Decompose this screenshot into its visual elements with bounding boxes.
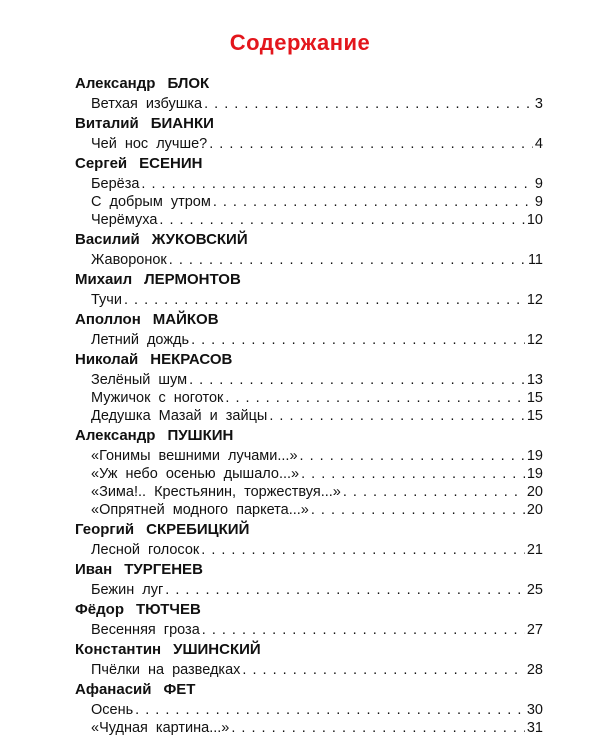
toc-entry <box>75 211 543 229</box>
entry-title: Лесной голосок <box>91 542 200 558</box>
entry-title: «Гонимы вешними лучами...» <box>91 448 298 464</box>
page-number: 12 <box>526 292 543 308</box>
dot-leader <box>204 95 533 113</box>
author-heading <box>75 229 543 251</box>
page-number: 10 <box>526 212 543 228</box>
entry-title: Чей нос лучше? <box>91 136 208 152</box>
author-first-name: Александр <box>75 75 156 92</box>
dot-leader <box>201 541 525 559</box>
author-last-name: БИАНКИ <box>150 115 214 132</box>
author-last-name: БЛОК <box>167 75 210 92</box>
author-heading <box>75 309 543 331</box>
author-heading <box>75 599 543 621</box>
author-heading <box>75 73 543 95</box>
dot-leader <box>191 331 525 349</box>
author-first-name: Афанасий <box>75 681 152 698</box>
author-last-name: ЛЕРМОНТОВ <box>144 271 241 288</box>
page-number: 28 <box>526 662 543 678</box>
dot-leader <box>189 371 525 389</box>
page-title: Содержание <box>229 30 371 55</box>
toc-entry <box>75 175 543 193</box>
dot-leader <box>209 135 533 153</box>
entry-title: Пчёлки на разведках <box>91 662 241 678</box>
author-last-name: НЕКРАСОВ <box>150 351 233 368</box>
author-last-name: ЖУКОВСКИЙ <box>151 231 248 248</box>
author-last-name: ПУШКИН <box>167 427 234 444</box>
dot-leader <box>343 483 525 501</box>
page-number: 9 <box>534 176 543 192</box>
author-last-name: ТЮТЧЕВ <box>136 601 201 618</box>
dot-leader <box>301 465 525 483</box>
entry-title: «Опрятней модного паркета...» <box>91 502 309 518</box>
toc-entry <box>75 95 543 113</box>
author-last-name: МАЙКОВ <box>152 311 219 328</box>
toc-entry <box>75 251 543 269</box>
dot-leader <box>231 719 525 737</box>
entry-title: Жаворонок <box>91 252 167 268</box>
entry-title: Бежин луг <box>91 582 164 598</box>
page-number: 15 <box>526 408 543 424</box>
toc-entry <box>75 701 543 719</box>
author-heading <box>75 679 543 701</box>
author-heading <box>75 349 543 371</box>
page-number: 20 <box>526 502 543 518</box>
toc-entry <box>75 331 543 349</box>
entry-title: Берёза <box>91 176 140 192</box>
dot-leader <box>165 581 525 599</box>
author-heading <box>75 639 543 661</box>
author-first-name: Фёдор <box>75 601 124 618</box>
toc-entry <box>75 447 543 465</box>
page-number: 15 <box>526 390 543 406</box>
toc-entry <box>75 501 543 519</box>
entry-title: Зелёный шум <box>91 372 188 388</box>
author-last-name: ФЕТ <box>163 681 196 698</box>
author-heading <box>75 559 543 581</box>
page-number: 21 <box>526 542 543 558</box>
entry-title: Черёмуха <box>91 212 158 228</box>
author-heading <box>75 153 543 175</box>
entry-title: Летний дождь <box>91 332 190 348</box>
dot-leader <box>202 621 525 639</box>
author-heading <box>75 425 543 447</box>
toc-entry <box>75 483 543 501</box>
author-heading <box>75 519 543 541</box>
toc-entry <box>75 389 543 407</box>
toc-entry <box>75 291 543 309</box>
dot-leader <box>213 193 533 211</box>
page-number: 13 <box>526 372 543 388</box>
dot-leader <box>159 211 524 229</box>
toc-entry <box>75 135 543 153</box>
toc-entry <box>75 661 543 679</box>
entry-title: Осень <box>91 702 134 718</box>
page-number: 9 <box>534 194 543 210</box>
page-number: 19 <box>526 448 543 464</box>
page-number: 25 <box>526 582 543 598</box>
author-first-name: Иван <box>75 561 113 578</box>
entry-title: Дедушка Мазай и зайцы <box>91 408 268 424</box>
toc-entry <box>75 719 543 737</box>
author-heading <box>75 113 543 135</box>
entry-title: С добрым утром <box>91 194 211 210</box>
dot-leader <box>135 701 525 719</box>
author-first-name: Сергей <box>75 155 128 172</box>
author-last-name: СКРЕБИЦКИЙ <box>146 521 250 538</box>
author-first-name: Константин <box>75 641 162 658</box>
dot-leader <box>225 389 524 407</box>
page-number: 31 <box>526 720 543 736</box>
toc-entry <box>75 541 543 559</box>
author-heading <box>75 269 543 291</box>
toc-entry <box>75 581 543 599</box>
page-number: 11 <box>527 252 543 268</box>
dot-leader <box>124 291 525 309</box>
dot-leader <box>300 447 525 465</box>
page-number: 20 <box>526 484 543 500</box>
dot-leader <box>141 175 533 193</box>
page-number: 27 <box>526 622 543 638</box>
entry-title: Мужичок с ноготок <box>91 390 224 406</box>
table-of-contents <box>75 73 543 737</box>
entry-title: Тучи <box>91 292 122 308</box>
author-last-name: ТУРГЕНЕВ <box>124 561 203 578</box>
dot-leader <box>311 501 525 519</box>
toc-entry <box>75 407 543 425</box>
author-last-name: ЕСЕНИН <box>139 155 203 172</box>
author-first-name: Виталий <box>75 115 139 132</box>
entry-title: «Зима!.. Крестьянин, торжествуя...» <box>91 484 341 500</box>
dot-leader <box>242 661 524 679</box>
toc-entry <box>75 621 543 639</box>
dot-leader <box>169 251 526 269</box>
page-number: 19 <box>526 466 543 482</box>
toc-entry <box>75 465 543 483</box>
toc-entry <box>75 193 543 211</box>
dot-leader <box>269 407 525 425</box>
page-number: 4 <box>534 136 543 152</box>
author-first-name: Николай <box>75 351 139 368</box>
author-first-name: Георгий <box>75 521 135 538</box>
entry-title: «Уж небо осенью дышало...» <box>91 466 300 482</box>
author-first-name: Василий <box>75 231 140 248</box>
author-first-name: Аполлон <box>75 311 141 328</box>
author-last-name: УШИНСКИЙ <box>173 641 261 658</box>
toc-entry <box>75 371 543 389</box>
author-first-name: Александр <box>75 427 156 444</box>
page-number: 3 <box>534 96 543 112</box>
author-first-name: Михаил <box>75 271 133 288</box>
entry-title: «Чудная картина...» <box>91 720 230 736</box>
entry-title: Весенняя гроза <box>91 622 200 638</box>
entry-title: Ветхая избушка <box>91 96 203 112</box>
page-number: 12 <box>526 332 543 348</box>
page-number: 30 <box>526 702 543 718</box>
